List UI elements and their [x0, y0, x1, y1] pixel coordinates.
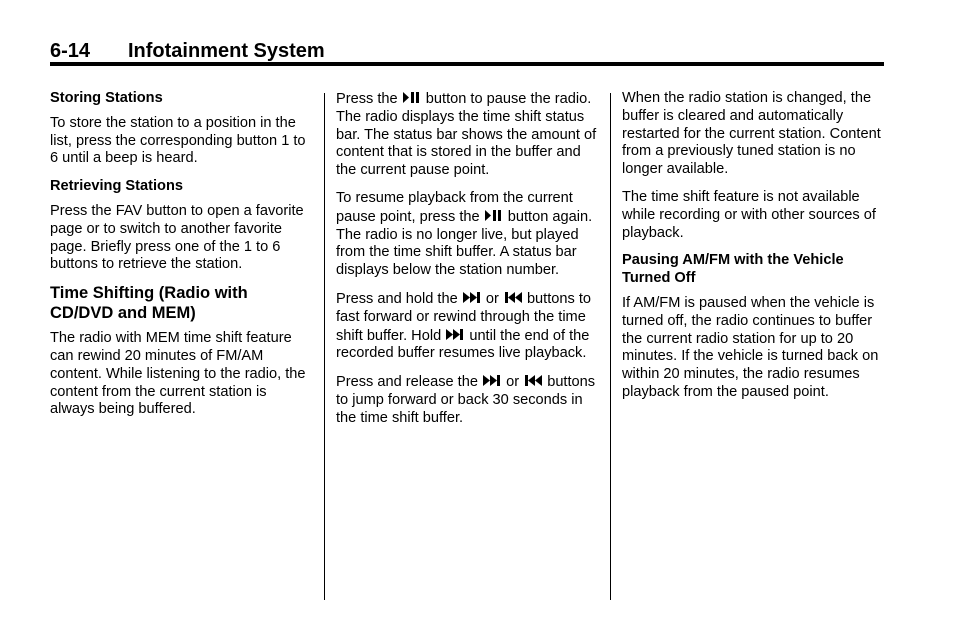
text-fragment: or — [485, 290, 499, 307]
text-fragment: Press the — [336, 91, 398, 107]
header-rule — [50, 62, 884, 66]
seek-back-icon — [523, 373, 543, 388]
paragraph-fast-forward — [336, 290, 598, 363]
text-fragment: until the end of the recorded buffer resumes live playback. — [336, 327, 590, 362]
text-fragment: Press and release the — [336, 374, 478, 391]
paragraph-pause — [336, 90, 598, 180]
seek-forward-icon — [482, 373, 502, 388]
text-fragment: Press and hold the — [336, 290, 458, 307]
column-divider — [324, 93, 325, 600]
heading-pausing-am-fm: Pausing AM/FM with the Vehicle Turned Off — [622, 252, 844, 287]
text-fragment: buttons to jump forward or back 30 seconds in the time shift buffer. — [336, 374, 596, 426]
section-title: Infotainment System — [128, 40, 325, 62]
text-fragment: or — [506, 374, 520, 391]
text-fragment: button again. The radio is no longer live, but played from the time shift buffer. A status bar displays below the station number. — [336, 208, 593, 279]
play-pause-icon — [484, 208, 504, 223]
column-3 — [622, 90, 884, 409]
heading-retrieving-stations: Retrieving Stations — [50, 178, 183, 195]
column-2 — [336, 90, 598, 435]
text-fragment: button to pause the radio. The radio displays the time shift status bar. The status bar shows the amount of content that is stored in the buffer and the current pause point. — [336, 91, 597, 179]
seek-forward-icon — [445, 327, 465, 342]
page-number: 6-14 — [50, 40, 91, 62]
play-pause-icon — [402, 90, 422, 105]
paragraph-jump — [336, 373, 598, 427]
paragraph-retrieving: Press the FAV button to open a favorite page or to switch to another favorite page. Briefly press one of the 1 to 6 buttons to retrieve the station. — [50, 202, 304, 273]
paragraph-storing: To store the station to a position in the list, press the corresponding button 1 to 6 until a beep is heard. — [50, 114, 306, 167]
seek-forward-icon — [462, 290, 482, 305]
paragraph-not-available: The time shift feature is not available while recording or with other sources of playback. — [622, 188, 876, 241]
column-divider — [610, 93, 611, 600]
text-fragment: To resume playback from the current pause point, press the — [336, 189, 573, 225]
heading-storing-stations: Storing Stations — [50, 90, 163, 106]
text-fragment: buttons to fast forward or rewind through the time shift buffer. Hold — [336, 290, 592, 344]
paragraph-vehicle-off: If AM/FM is paused when the vehicle is turned off, the radio continues to buffer the current radio station for up to 20 minutes. If the vehicle is turned back on within 20 minutes, the radio resumes playback from the paused point. — [622, 294, 879, 400]
seek-back-icon — [503, 290, 523, 305]
paragraph-time-shifting: The radio with MEM time shift feature can rewind 20 minutes of FM/AM content. While listening to the radio, the content from the current station is always being buffered. — [50, 330, 306, 418]
column-1 — [50, 90, 312, 426]
paragraph-buffer-cleared: When the radio station is changed, the buffer is cleared and automatically restarted for the current station. Content from a previously tuned station is no longer available. — [622, 90, 881, 178]
heading-time-shifting: Time Shifting (Radio with CD/DVD and MEM) — [50, 284, 248, 322]
paragraph-resume — [336, 190, 598, 280]
